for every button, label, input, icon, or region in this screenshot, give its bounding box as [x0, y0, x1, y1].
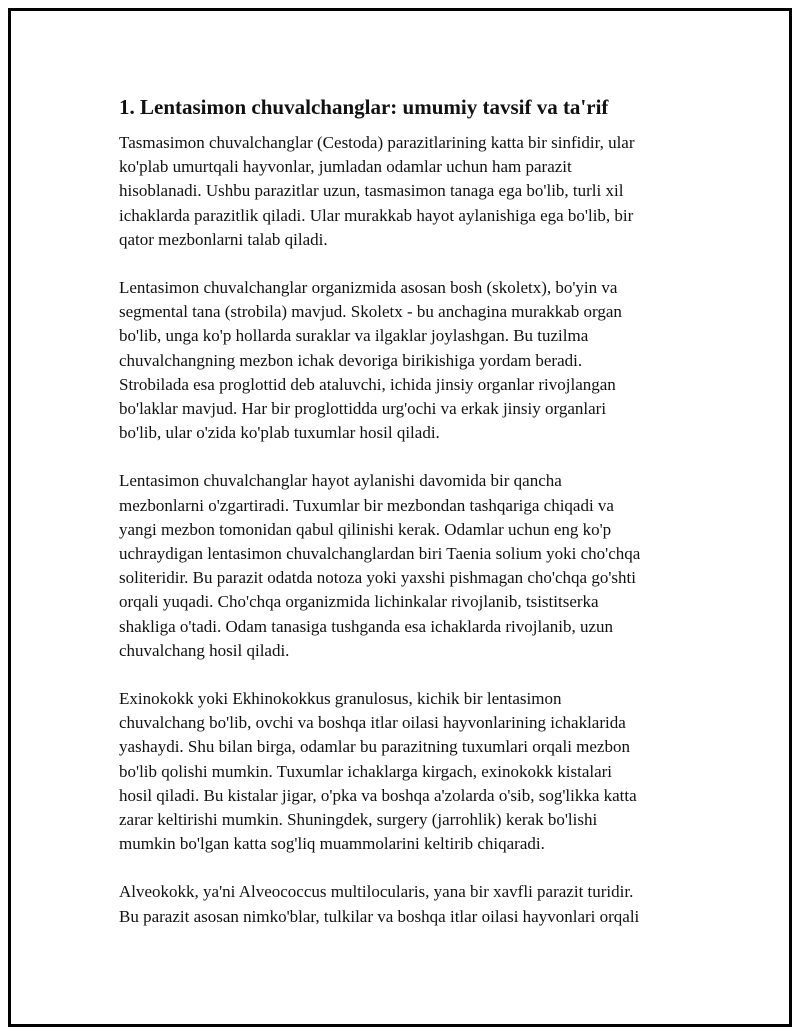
text-line: shakliga o'tadi. Odam tanasiga tushganda esa ichaklarda rivojlanib, uzun	[119, 616, 614, 636]
text-line: hosil qiladi. Bu kistalar jigar, o'pka va boshqa a'zolarda o'sib, sog'likka katta	[119, 785, 637, 805]
text-line: hisoblanadi. Ushbu parazitlar uzun, tasmasimon tanaga ega bo'lib, turli xil	[119, 181, 624, 201]
text-line: bo'lib qolishi mumkin. Tuxumlar ichaklarga kirgach, exinokokk kistalari	[119, 761, 613, 781]
text-line: chuvalchangning mezbon ichak devoriga birikishiga yordam beradi.	[119, 350, 583, 370]
document-title: 1. Lentasimon chuvalchanglar: umumiy tavsif va ta'rif	[119, 95, 609, 119]
paragraph-4	[119, 687, 699, 856]
text-line: zarar keltirishi mumkin. Shuningdek, surgery (jarrohlik) kerak bo'lishi	[119, 810, 598, 830]
text-line: mezbonlarni o'zgartiradi. Tuxumlar bir mezbondan tashqariga chiqadi va	[119, 495, 614, 515]
text-line: qator mezbonlarni talab qiladi.	[119, 229, 328, 249]
text-line: Lentasimon chuvalchanglar organizmida asosan bosh (skoletx), bo'yin va	[119, 278, 618, 298]
paragraph-3	[119, 469, 699, 663]
text-line: segmental tana (strobila) mavjud. Skoletx - bu anchagina murakkab organ	[119, 302, 622, 322]
page-frame	[8, 8, 792, 1027]
text-line: bo'lib, ular o'zida ko'plab tuxumlar hosil qiladi.	[119, 423, 440, 443]
text-line: yangi mezbon tomonidan qabul qilinishi kerak. Odamlar uchun eng ko'p	[119, 519, 612, 539]
text-line: bo'lib, unga ko'p hollarda suraklar va ilgaklar joylashgan. Bu tuzilma	[119, 326, 589, 346]
text-line: soliteridir. Bu parazit odatda notoza yoki yaxshi pishmagan cho'chqa go'shti	[119, 568, 636, 588]
text-line: Alveokokk, ya'ni Alveococcus multilocularis, yana bir xavfli parazit turidir.	[119, 882, 634, 902]
document-body	[119, 93, 699, 953]
text-line: Lentasimon chuvalchanglar hayot aylanishi davomida bir qancha	[119, 471, 562, 491]
text-line: chuvalchang hosil qiladi.	[119, 640, 290, 660]
text-line: ichaklarda parazitlik qiladi. Ular murakkab hayot aylanishiga ega bo'lib, bir	[119, 205, 634, 225]
paragraph-1	[119, 131, 699, 252]
text-line: mumkin bo'lgan katta sog'liq muammolarini keltirib chiqaradi.	[119, 834, 545, 854]
text-line: Strobilada esa proglottid deb ataluvchi, ichida jinsiy organlar rivojlangan	[119, 374, 616, 394]
text-line: Tasmasimon chuvalchanglar (Cestoda) parazitlarining katta bir sinfidir, ular	[119, 133, 635, 152]
paragraph-2	[119, 276, 699, 445]
text-line: ko'plab umurtqali hayvonlar, jumladan odamlar uchun ham parazit	[119, 157, 572, 177]
text-line: yashaydi. Shu bilan birga, odamlar bu parazitning tuxumlari orqali mezbon	[119, 737, 630, 757]
text-line: Bu parazit asosan nimko'blar, tulkilar va boshqa itlar oilasi hayvonlari orqali	[119, 906, 640, 926]
text-line: orqali yuqadi. Cho'chqa organizmida lichinkalar rivojlanib, tsistitserka	[119, 592, 599, 612]
text-line: chuvalchang bo'lib, ovchi va boshqa itlar oilasi hayvonlarining ichaklarida	[119, 713, 626, 733]
text-line: Exinokokk yoki Ekhinokokkus granulosus, kichik bir lentasimon	[119, 689, 562, 709]
text-line: bo'laklar mavjud. Har bir proglottidda urg'ochi va erkak jinsiy organlari	[119, 399, 607, 419]
paragraph-5	[119, 880, 699, 928]
text-line: uchraydigan lentasimon chuvalchanglardan biri Taenia solium yoki cho'chqa	[119, 544, 641, 564]
